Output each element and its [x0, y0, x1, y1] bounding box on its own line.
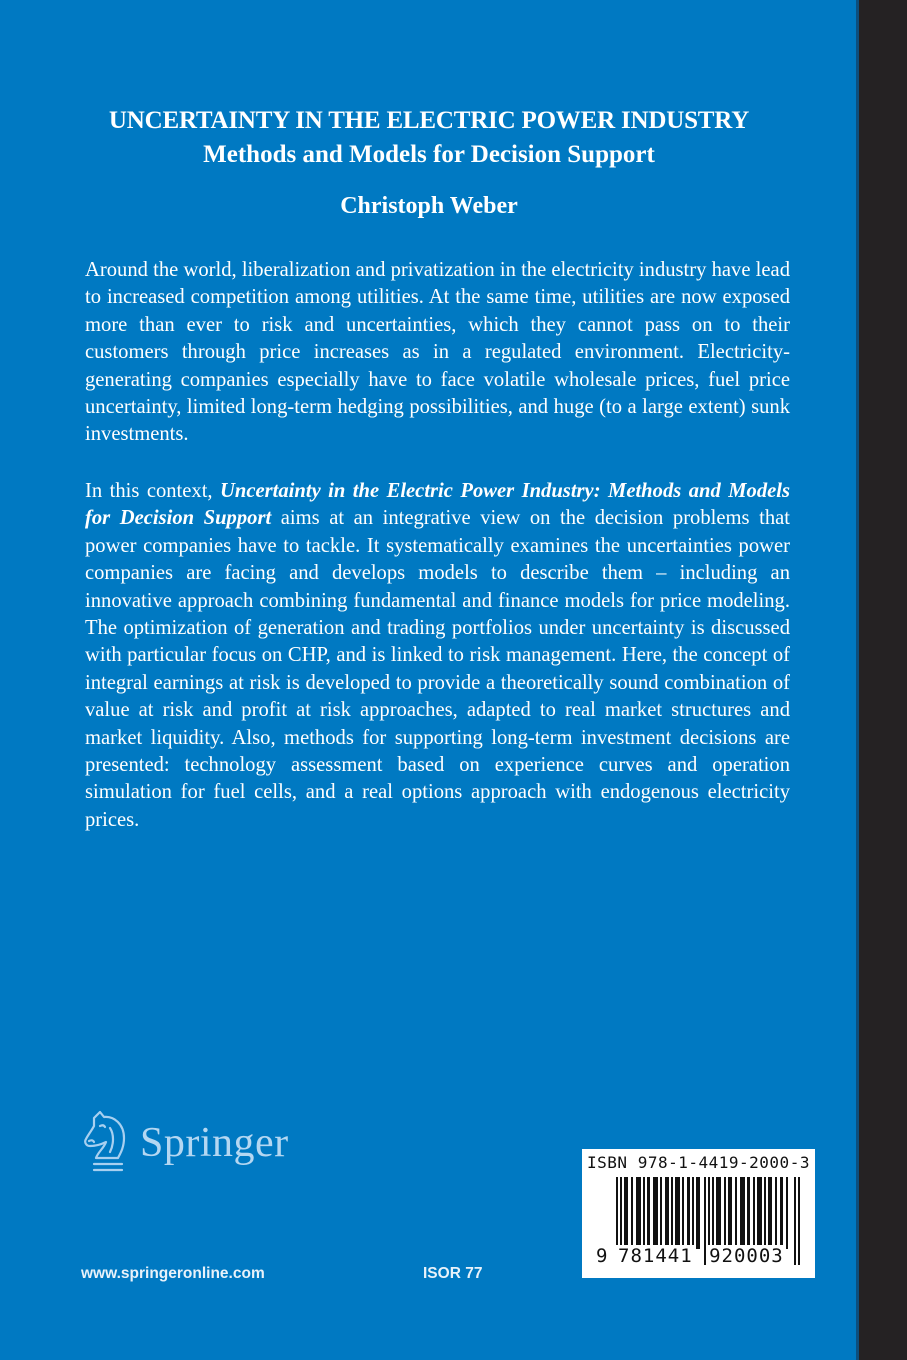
paragraph-2-book-title: Uncertainty in the Electric Power Industry: Methods and Models for Decision Support: [85, 480, 790, 530]
paragraph-2-rest: aims at an integrative view on the decision problems that power companies have to tackle. It systematically examines the uncertainties power companies are facing and develops models to describe them – including an innovative approach combining fundamental and finance models for price modeling. The optimization of generation and trading portfolios under uncertainty is discussed with particular focus on CHP, and is linked to risk management. Here, the concept of integral earnings at risk is developed to provide a theoretically sound combination of value at risk and profit at risk approaches, adapted to real market structures and market liquidity. Also, methods for supporting long-term investment decisions are presented: technology assessment based on experience curves and operation simulation for fuel cells, and a real options approach with endogenous electricity prices.: [85, 507, 790, 831]
book-author: Christoph Weber: [340, 193, 518, 219]
barcode-group-1: 781441: [618, 1245, 693, 1267]
isbn-barcode: [582, 1149, 815, 1278]
description-paragraph-1: Around the world, liberalization and privatization in the electricity industry have lead to increased competition among utilities. At the same time, utilities are now exposed more than ever to risk and uncertainties, which they cannot pass on to their customers through price increases as in a regulated environment. Electricity-generating companies especially have to face volatile wholesale prices, fuel price uncertainty, limited long-term hedging possibilities, and huge (to a large extent) sunk investments.: [85, 259, 790, 446]
book-title: UNCERTAINTY IN THE ELECTRIC POWER INDUSTRY: [108, 107, 750, 134]
publisher-name: Springer: [140, 1120, 289, 1166]
barcode-digits: [596, 1245, 806, 1267]
springer-logo: [80, 1108, 289, 1178]
book-subtitle: Methods and Models for Decision Support: [203, 141, 655, 168]
publisher-url: www.springeronline.com: [81, 1265, 265, 1282]
book-spine: [858, 0, 907, 1360]
series-code: ISOR 77: [423, 1265, 483, 1282]
barcode-lead-digit: 9: [596, 1245, 609, 1267]
paragraph-2-lead: In this context,: [85, 480, 221, 502]
knight-horse-icon: [80, 1108, 136, 1179]
isbn-label: ISBN 978-1-4419-2000-3: [587, 1153, 810, 1172]
description-paragraph-2: [85, 478, 790, 834]
barcode-group-2: 920003: [709, 1245, 784, 1267]
